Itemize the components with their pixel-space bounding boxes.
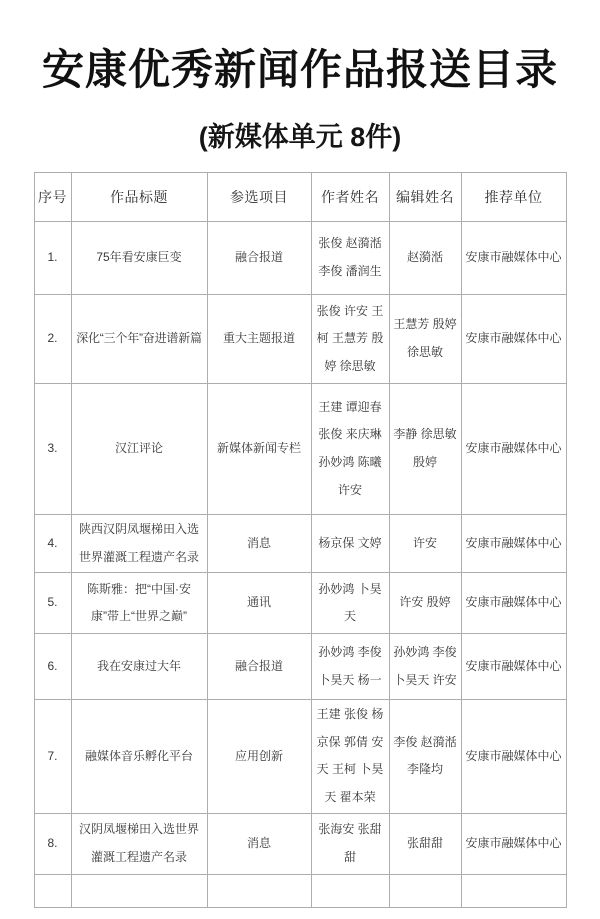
cell-authors: 王建 谭迎春 张俊 来庆琳 孙妙鸿 陈曦 许安 — [311, 384, 389, 515]
cell-editors: 张甜甜 — [389, 813, 461, 874]
cell-editors: 王慧芳 殷婷 徐思敏 — [389, 295, 461, 384]
cell-editors: 李俊 赵漪湉 李隆均 — [389, 700, 461, 813]
submission-table — [34, 172, 567, 908]
cell-category: 融合报道 — [207, 222, 311, 295]
cell-title: 汉阴凤堰梯田入选世界灌溉工程遗产名录 — [71, 813, 207, 874]
table-row-3 — [34, 384, 566, 515]
col-header-unit: 推荐单位 — [461, 173, 566, 222]
cell-authors: 孙妙鸿 卜昊天 — [311, 573, 389, 634]
cell-unit — [461, 874, 566, 907]
cell-no: 8. — [34, 813, 71, 874]
cell-title: 陕西汉阴凤堰梯田入选世界灌溉工程遗产名录 — [71, 515, 207, 573]
cell-no: 3. — [34, 384, 71, 515]
table-row-8 — [34, 813, 566, 874]
table-row-5 — [34, 573, 566, 634]
cell-editors: 许安 殷婷 — [389, 573, 461, 634]
cell-authors — [311, 874, 389, 907]
cell-authors: 张俊 许安 王柯 王慧芳 殷婷 徐思敏 — [311, 295, 389, 384]
cell-no: 5. — [34, 573, 71, 634]
cell-category: 应用创新 — [207, 700, 311, 813]
cell-title: 我在安康过大年 — [71, 634, 207, 700]
cell-unit: 安康市融媒体中心 — [461, 515, 566, 573]
table-row-7 — [34, 700, 566, 813]
cell-no: 6. — [34, 634, 71, 700]
cell-editors — [389, 874, 461, 907]
cell-authors: 孙妙鸿 李俊 卜昊天 杨一 — [311, 634, 389, 700]
cell-title: 融媒体音乐孵化平台 — [71, 700, 207, 813]
cell-unit: 安康市融媒体中心 — [461, 573, 566, 634]
cell-unit: 安康市融媒体中心 — [461, 295, 566, 384]
cell-authors: 杨京保 文婷 — [311, 515, 389, 573]
cell-title: 深化“三个年”奋进谱新篇 — [71, 295, 207, 384]
document-page — [0, 44, 600, 919]
cell-category: 消息 — [207, 515, 311, 573]
cell-editors: 李静 徐思敏 殷婷 — [389, 384, 461, 515]
cell-no: 4. — [34, 515, 71, 573]
cell-title: 陈斯雅：把“中国·安康”带上“世界之巅” — [71, 573, 207, 634]
cell-category: 通讯 — [207, 573, 311, 634]
cell-category: 融合报道 — [207, 634, 311, 700]
cell-unit: 安康市融媒体中心 — [461, 634, 566, 700]
cell-authors: 张俊 赵漪湉 李俊 潘润生 — [311, 222, 389, 295]
page-subtitle: (新媒体单元 8件) — [198, 122, 402, 152]
cell-editors: 许安 — [389, 515, 461, 573]
col-header-title: 作品标题 — [71, 173, 207, 222]
cell-title — [71, 874, 207, 907]
page-title: 安康优秀新闻作品报送目录 — [41, 46, 558, 93]
cell-category: 重大主题报道 — [207, 295, 311, 384]
cell-category: 新媒体新闻专栏 — [207, 384, 311, 515]
cell-no: 2. — [34, 295, 71, 384]
cell-title: 75年看安康巨变 — [71, 222, 207, 295]
cell-category: 消息 — [207, 813, 311, 874]
cell-editors: 赵漪湉 — [389, 222, 461, 295]
table-row-6 — [34, 634, 566, 700]
col-header-editors: 编辑姓名 — [389, 173, 461, 222]
cell-unit: 安康市融媒体中心 — [461, 222, 566, 295]
col-header-authors: 作者姓名 — [311, 173, 389, 222]
cell-editors: 孙妙鸿 李俊 卜昊天 许安 — [389, 634, 461, 700]
cell-unit: 安康市融媒体中心 — [461, 813, 566, 874]
cell-no: 1. — [34, 222, 71, 295]
table-header-row — [34, 173, 566, 222]
cell-title: 汉江评论 — [71, 384, 207, 515]
col-header-no: 序号 — [34, 173, 71, 222]
table-row-4 — [34, 515, 566, 573]
col-header-category: 参选项目 — [207, 173, 311, 222]
cell-unit: 安康市融媒体中心 — [461, 384, 566, 515]
cell-unit: 安康市融媒体中心 — [461, 700, 566, 813]
cell-no: 7. — [34, 700, 71, 813]
cell-authors: 王建 张俊 杨京保 郭倩 安天 王柯 卜昊天 翟本荣 — [311, 700, 389, 813]
table-row-1 — [34, 222, 566, 295]
cell-authors: 张海安 张甜甜 — [311, 813, 389, 874]
cell-no — [34, 874, 71, 907]
table-row-2 — [34, 295, 566, 384]
cell-category — [207, 874, 311, 907]
table-row-empty — [34, 874, 566, 907]
